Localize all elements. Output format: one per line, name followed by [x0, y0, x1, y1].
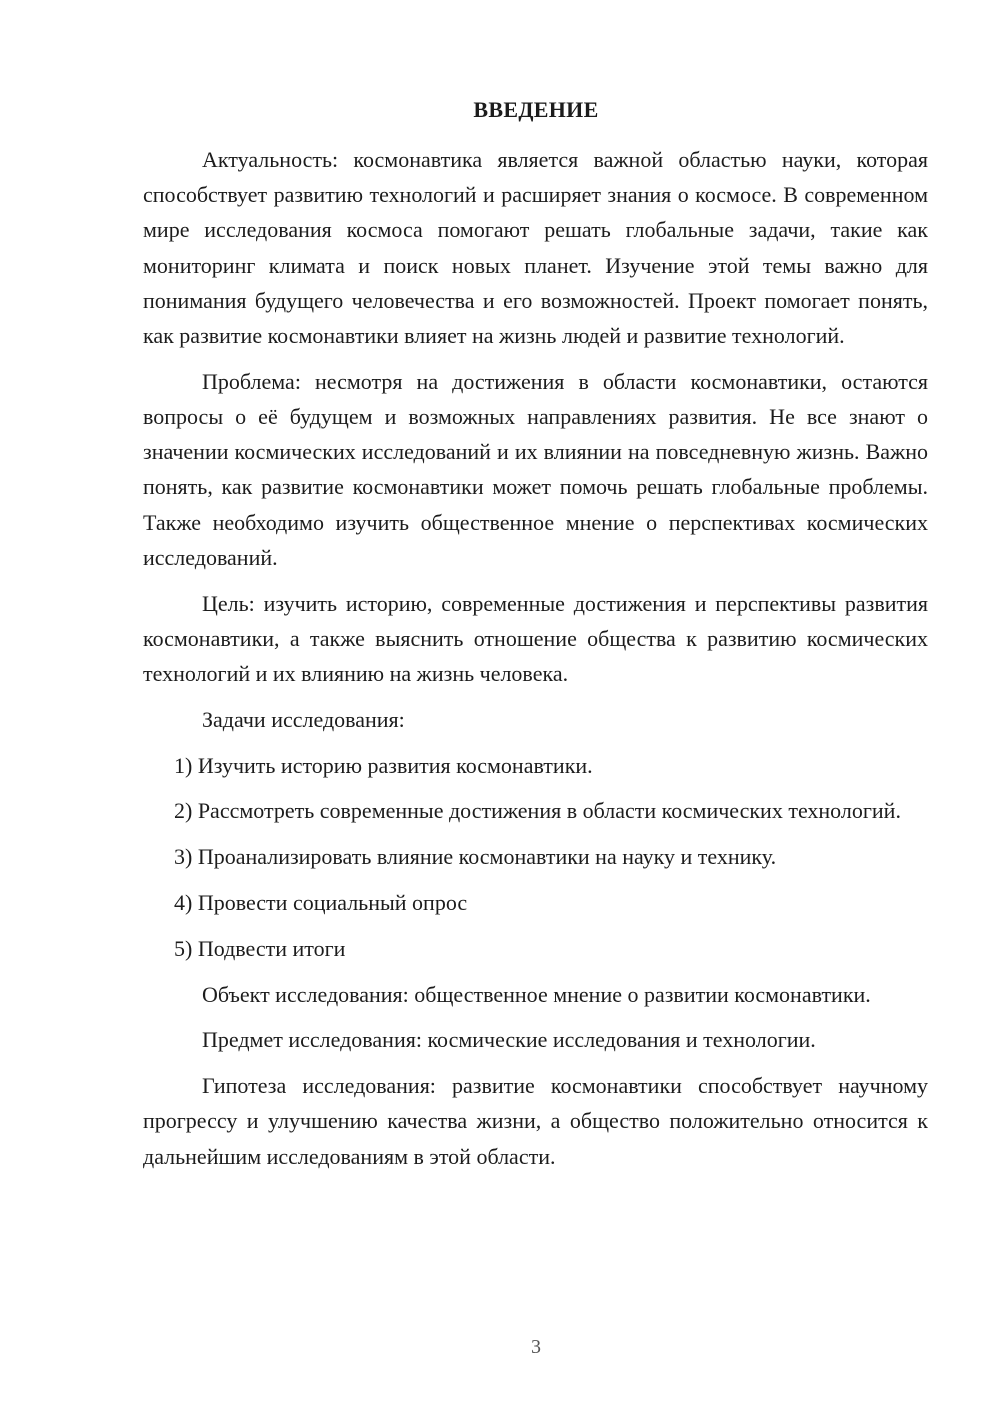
paragraph-object: Объект исследования: общественное мнение о развитии космонавтики.	[202, 981, 871, 1007]
page-title: ВВЕДЕНИЕ	[473, 97, 599, 122]
document-body	[143, 142, 928, 1184]
task-item-2: 2) Рассмотреть современные достижения в области космических технологий.	[174, 798, 901, 824]
paragraph-problem: Проблема: несмотря на достижения в области космонавтики, остаются вопросы о её будущем и возможных направлениях развития. Не все знают о значении космических исследований и их влиянии на повседневную жизнь. Важно понять, как развитие космонавтики может помочь решать глобальные проблемы. Также необходимо изучить общественное мнение о перспективах космических исследований.	[143, 368, 928, 570]
tasks-heading: Задачи исследования:	[202, 706, 405, 732]
paragraph-hypothesis: Гипотеза исследования: развитие космонавтики способствует научному прогрессу и улучшению качества жизни, а общество положительно относится к дальнейшим исследованиям в этой области.	[143, 1073, 928, 1169]
paragraph-subject: Предмет исследования: космические исследования и технологии.	[202, 1027, 816, 1053]
task-item-5: 5) Подвести итоги	[174, 935, 346, 961]
page-number: 3	[531, 1336, 541, 1358]
task-item-4: 4) Провести социальный опрос	[174, 890, 468, 916]
paragraph-goal: Цель: изучить историю, современные достижения и перспективы развития космонавтики, а также выяснить отношение общества к развитию космических технологий и их влиянию на жизнь человека.	[143, 590, 928, 687]
paragraph-relevance: Актуальность: космонавтика является важной областью науки, которая способствует развитию технологий и расширяет знания о космосе. В современном мире исследования космоса помогают решать глобальные задачи, такие как мониторинг климата и поиск новых планет. Изучение этой темы важно для понимания будущего человечества и его возможностей. Проект помогает понять, как развитие космонавтики влияет на жизнь людей и развитие технологий.	[143, 147, 928, 349]
task-item-3: 3) Проанализировать влияние космонавтики на науку и технику.	[174, 844, 777, 870]
task-item-1: 1) Изучить историю развития космонавтики.	[174, 752, 593, 778]
